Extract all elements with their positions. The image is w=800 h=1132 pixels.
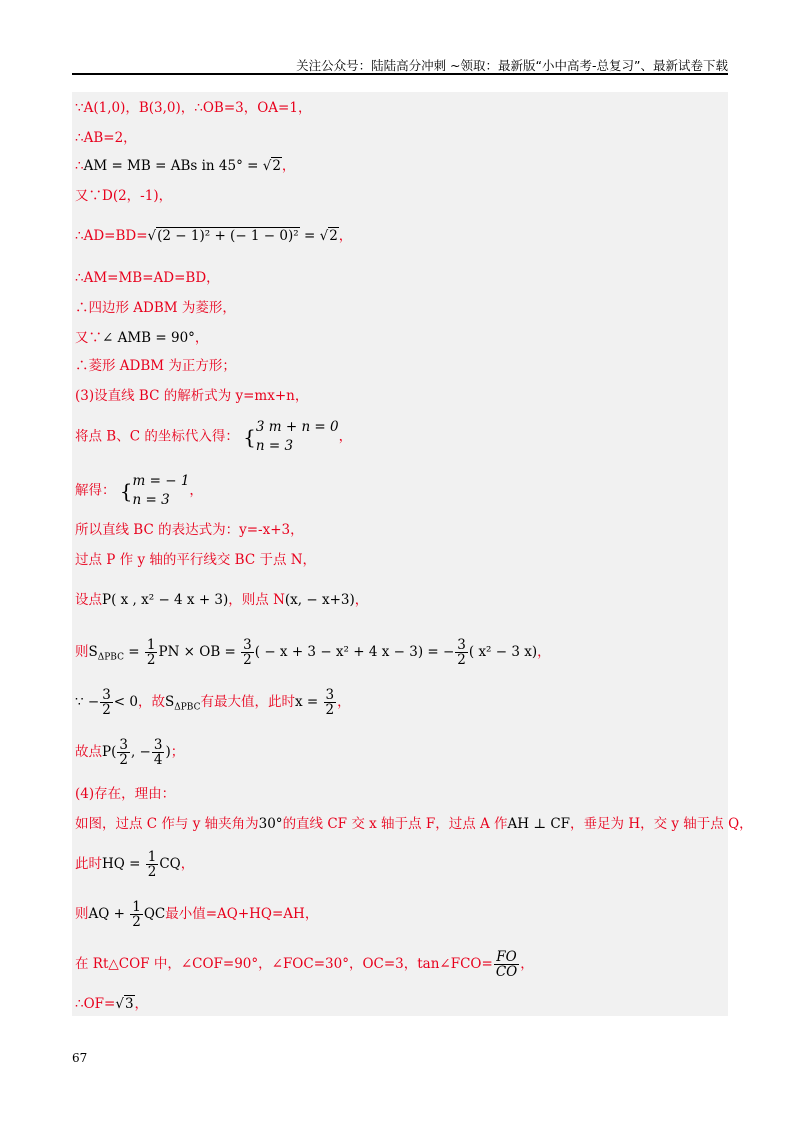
- line-19: (4)存在，理由：: [75, 786, 176, 802]
- line-9: ∴菱形 ADBM 为正方形；: [75, 358, 236, 374]
- comma: ，: [354, 592, 369, 608]
- area-subscript: ΔPBC: [174, 702, 201, 713]
- line-11: [75, 418, 352, 456]
- then-label: 则: [75, 644, 89, 660]
- fraction-three-halves: $\frac{3}{2}$: [243, 637, 252, 668]
- equals-sqrt: = √: [299, 228, 329, 244]
- fraction-three-halves: $\frac{3}{2}$: [457, 637, 466, 668]
- fraction-three-halves: $\frac{3}{2}$: [325, 687, 335, 718]
- fraction-one-half: $\frac{1}{2}$: [147, 849, 157, 880]
- line-1: ∵A(1,0)，B(3,0)，∴OB=3，OA=1，: [75, 100, 312, 116]
- line-4: 又∵D(2，-1)，: [75, 188, 173, 204]
- line-17: ∵ − $\frac{3}{2}$ < 0，故$S_{\Delta PBC}$有最大值，此时x = $\frac{3}{2}$ ，: [75, 687, 351, 718]
- line-14: 过点 P 作 y 轴的平行线交 BC 于点 N，: [75, 552, 317, 568]
- angle-30: 30°: [258, 816, 283, 832]
- comma: ，: [338, 428, 353, 445]
- point-p-expr: P( x , x² − 4 x + 3): [102, 592, 229, 608]
- area-subscript: ΔPBC: [97, 652, 124, 663]
- page-number: 67: [72, 1051, 88, 1065]
- page-header: 关注公众号：陆陆高分冲刺 ~领取：最新版“小中高考-总复习”、最新试卷下载: [296, 58, 728, 73]
- fraction-three-halves: $\frac{3}{2}$: [119, 737, 128, 768]
- ad-bd-label: ∴AD=BD=: [75, 228, 148, 244]
- area-symbol: S: [165, 694, 175, 710]
- sqrt-radicand: 2: [272, 158, 281, 174]
- line-7: ∴四边形 ADBM 为菱形，: [75, 300, 236, 316]
- line-10: (3)设直线 BC 的解析式为 y=mx+n，: [75, 388, 309, 404]
- perpendicular-expr: AH ⊥ CF: [507, 816, 571, 832]
- fraction-three-quarters: $\frac{3}{4}$: [153, 737, 163, 768]
- solution-system: { m = − 1 n = 3: [119, 473, 190, 508]
- fraction-three-halves: $\frac{3}{2}$: [102, 687, 111, 718]
- line-8: [75, 328, 208, 348]
- because-label: 又∵: [75, 330, 102, 346]
- line-3: [75, 156, 295, 176]
- solution-content: [72, 92, 753, 1016]
- point-n-expr: (x, − x+3): [284, 592, 355, 608]
- substitute-label: 将点 B、C 的坐标代入得：: [75, 428, 239, 445]
- sqrt-radicand: 3: [124, 996, 134, 1012]
- comma: ，: [281, 158, 296, 174]
- fraction-one-half: $\frac{1}{2}$: [146, 637, 156, 668]
- header-rule: [72, 73, 728, 75]
- sqrt-radicand: 2: [329, 228, 338, 244]
- line-15: [75, 590, 368, 610]
- line-23: 在 Rt△COF 中，∠COF=90°，∠FOC=30°，OC=3，tan∠FCO= $\frac{FO}{CO}$ ，: [75, 949, 534, 980]
- therefore-symbol: ∴: [75, 158, 84, 174]
- fraction-one-half: $\frac{1}{2}$: [132, 899, 141, 930]
- comma: ，: [537, 644, 551, 660]
- line-6: ∴AM=MB=AD=BD，: [75, 270, 220, 286]
- point-n-label: ，则点 N: [228, 592, 285, 608]
- equation-system: { 3 m + n = 0 n = 3: [243, 419, 339, 454]
- line-13: 所以直线 BC 的表达式为：y=-x+3，: [75, 522, 304, 538]
- sqrt-symbol: √: [115, 996, 124, 1012]
- comma: ，: [338, 228, 353, 244]
- line-18: 故点P( $\frac{3}{2}$ , − $\frac{3}{4}$ )；: [75, 737, 185, 768]
- angle-amb-expr: ∠ AMB = 90°: [102, 330, 195, 346]
- line-21: 此时HQ = $\frac{1}{2}$ CQ，: [75, 849, 195, 880]
- comma: ，: [189, 482, 203, 499]
- line-24: ∴OF=√3，: [75, 996, 149, 1012]
- line-22: 则AQ + $\frac{1}{2}$ QC最小值=AQ+HQ=AH，: [75, 899, 319, 930]
- sqrt-symbol: √: [147, 228, 157, 244]
- area-symbol: S: [88, 644, 98, 660]
- let-point-label: 设点: [75, 592, 102, 608]
- distance-radicand: (2 − 1)² + (− 1 − 0)²: [157, 228, 299, 244]
- line-20: 如图，过点 C 作与 y 轴夹角为30°的直线 CF 交 x 轴于点 F，过点 A 作AH ⊥ CF，垂足为 H，交 y 轴于点 Q，: [75, 816, 753, 832]
- degree-sqrt: ° = √: [236, 158, 272, 174]
- solve-label: 解得：: [75, 482, 116, 499]
- line-12: [75, 472, 203, 510]
- comma: ，: [194, 330, 209, 346]
- line-2: ∴AB=2，: [75, 130, 137, 146]
- fraction-fo-co: $\frac{FO}{CO}$: [495, 949, 518, 980]
- comma: ，: [337, 694, 351, 710]
- am-mb-expr: AM = MB = ABs in 45: [83, 158, 237, 174]
- line-5: [75, 226, 352, 246]
- line-16: 则$S_{\Delta PBC}$ = $\frac{1}{2}$ PN × OB = $\frac{3}{2}$ ( − x + 3 − x² + 4 x − 3) = − $\frac{3}{2}$ ( x² − 3 x)，: [75, 637, 551, 668]
